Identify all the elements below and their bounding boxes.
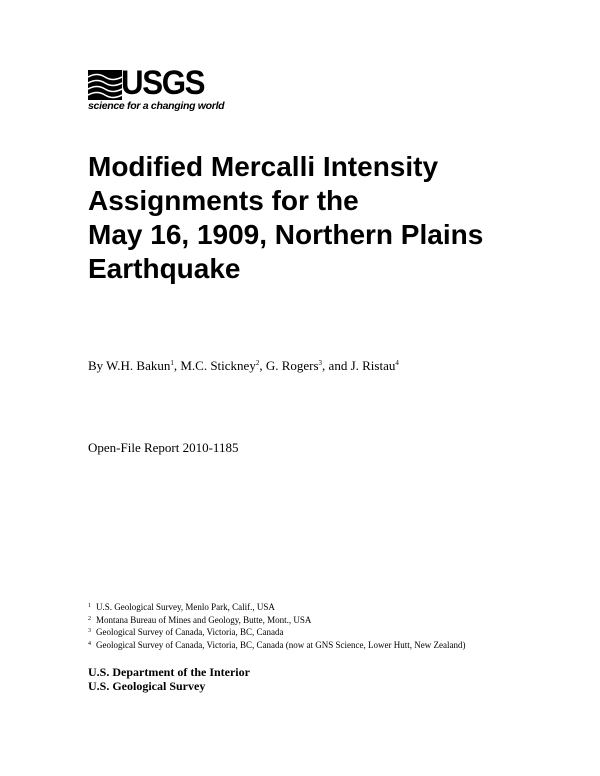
footnote-number: 2 bbox=[88, 615, 91, 622]
author-separator: , bbox=[259, 358, 266, 373]
logo-wordmark: USGS bbox=[121, 64, 205, 102]
title-line: May 16, 1909, Northern Plains bbox=[88, 219, 484, 250]
report-number: Open-File Report 2010-1185 bbox=[88, 440, 239, 455]
footnote bbox=[88, 639, 465, 652]
author-name: M.C. Stickney bbox=[180, 358, 256, 373]
title-line: Modified Mercalli Intensity bbox=[88, 151, 439, 182]
author-separator: , and bbox=[322, 358, 351, 373]
footnote-text: U.S. Geological Survey, Menlo Park, Calif., USA bbox=[96, 602, 275, 612]
publisher-block bbox=[88, 665, 250, 693]
title-line: Assignments for the bbox=[88, 185, 359, 216]
footnote bbox=[88, 626, 465, 639]
logo-tagline: science for a changing world bbox=[88, 100, 225, 112]
author-affiliation-mark: 2 bbox=[255, 359, 260, 367]
footnote bbox=[88, 601, 465, 614]
author-affiliation-mark: 4 bbox=[395, 359, 399, 367]
department-name: U.S. Department of the Interior bbox=[88, 665, 250, 679]
document-title bbox=[88, 150, 568, 286]
footnote-number: 4 bbox=[88, 640, 91, 647]
author-separator: , bbox=[173, 358, 181, 373]
agency-name: U.S. Geological Survey bbox=[88, 679, 206, 693]
author-name: G. Rogers bbox=[265, 358, 319, 373]
usgs-wave-icon bbox=[88, 70, 122, 100]
footnote-number: 1 bbox=[88, 603, 91, 609]
footnote-number: 3 bbox=[88, 628, 91, 634]
author-line bbox=[88, 358, 399, 374]
footnote-text: Geological Survey of Canada, Victoria, BC, Canada (now at GNS Science, Lower Hutt, New Zealand) bbox=[96, 639, 466, 650]
author-affiliation-mark: 1 bbox=[170, 359, 174, 367]
author-affiliation-mark: 3 bbox=[318, 359, 323, 367]
usgs-logo bbox=[88, 64, 225, 118]
footnote-text: Montana Bureau of Mines and Geology, Butte, Mont., USA bbox=[96, 614, 312, 625]
title-line: Earthquake bbox=[88, 253, 241, 284]
author-name: By W.H. Bakun bbox=[88, 358, 171, 373]
affiliation-footnotes bbox=[88, 601, 465, 651]
footnote bbox=[88, 614, 465, 627]
footnote-text: Geological Survey of Canada, Victoria, BC, Canada bbox=[96, 627, 284, 637]
author-name: J. Ristau bbox=[350, 358, 396, 373]
